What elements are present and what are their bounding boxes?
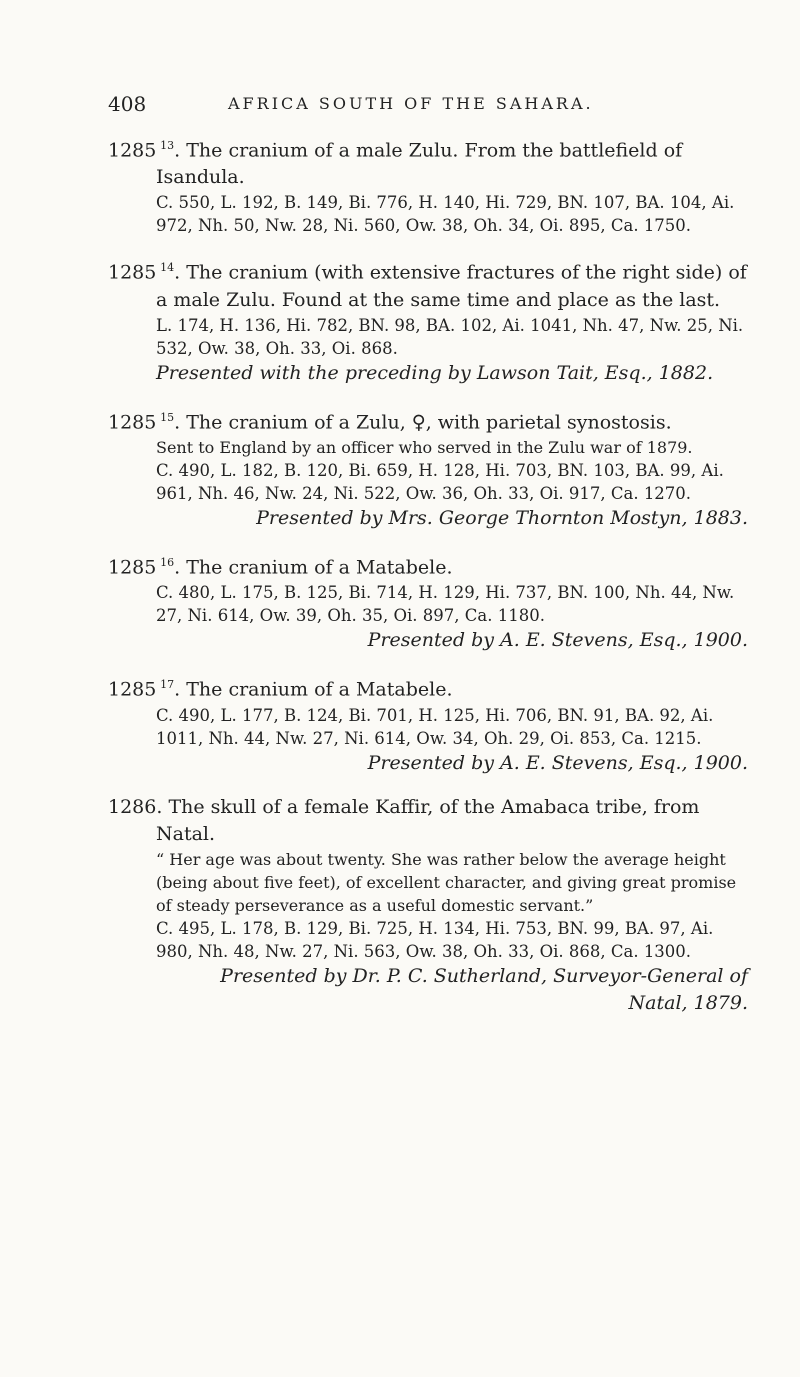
running-header	[108, 92, 728, 116]
entry-number: 1286	[108, 795, 157, 818]
entry-number: 1285	[108, 261, 157, 284]
entry-title: 1285 $^{15}$. The cranium of a Zulu, ♀, with parietal synostosis.	[108, 410, 672, 433]
catalogue-entry	[108, 794, 748, 1017]
entry-presented-by: Presented with the preceding by Lawson Tait, Esq., 1882.	[156, 361, 714, 384]
entry-presented-by: Presented by Mrs. George Thornton Mostyn, 1883.	[256, 506, 748, 529]
entry-title: 1285 $^{14}$. The cranium (with extensive fractures of the right side) of a male Zulu. Found at the same time and place as the last.	[108, 261, 747, 311]
page-number: 408	[108, 92, 147, 116]
entry-note: “ Her age was about twenty. She was rather below the average height (being about five feet), of excellent character, and giving great promise of steady perseverance as a useful domestic servant.”	[156, 849, 737, 915]
catalogue-entry	[108, 254, 748, 386]
entry-presented-by: Presented by A. E. Stevens, Esq., 1900.	[367, 751, 748, 774]
entry-measurements: C. 480, L. 175, B. 125, Bi. 714, H. 129, Hi. 737, BN. 100, Nh. 44, Nw. 27, Ni. 614, Ow. 39, Oh. 35, Oi. 897, Ca. 1180.	[156, 583, 735, 626]
entry-measurements: C. 495, L. 178, B. 129, Bi. 725, H. 134, Hi. 753, BN. 99, BA. 97, Ai. 980, Nh. 48, Nw. 27, Ni. 563, Ow. 38, Oh. 33, Oi. 868, Ca. 1300.	[156, 918, 714, 961]
entry-title: 1285 $^{13}$. The cranium of a male Zulu. From the battlefield of Isandula.	[108, 139, 683, 189]
entry-title: 1285 $^{17}$. The cranium of a Matabele.	[108, 678, 453, 701]
entry-sub-number: 15	[160, 410, 175, 424]
entry-measurements: L. 174, H. 136, Hi. 782, BN. 98, BA. 102, Ai. 1041, Nh. 47, Nw. 25, Ni. 532, Ow. 38, Oh. 33, Oi. 868.	[156, 315, 744, 358]
entry-number: 1285	[108, 556, 157, 579]
catalogue-entries	[108, 132, 748, 1034]
entry-measurements: C. 490, L. 182, B. 120, Bi. 659, H. 128, Hi. 703, BN. 103, BA. 99, Ai. 961, Nh. 46, Nw. 24, Ni. 522, Ow. 36, Oh. 33, Oi. 917, Ca. 1270.	[156, 460, 724, 503]
running-title: AFRICA SOUTH OF THE SAHARA.	[228, 94, 594, 113]
entry-description: The cranium of a Zulu, ♀, with parietal synostosis.	[186, 410, 672, 433]
entry-sub-number: 16	[160, 555, 175, 569]
entry-description: The skull of a female Kaffir, of the Amabaca tribe, from Natal.	[156, 795, 700, 845]
catalogue-entry	[108, 549, 748, 654]
catalogue-entry	[108, 132, 748, 237]
catalogue-entry	[108, 671, 748, 776]
entry-title: 1285 $^{16}$. The cranium of a Matabele.	[108, 555, 453, 579]
entry-note: Sent to England by an officer who served in the Zulu war of 1879.	[156, 437, 693, 457]
entry-description: The cranium of a Matabele.	[186, 556, 453, 579]
entry-number: 1285	[108, 410, 157, 433]
entry-number: 1285	[108, 678, 157, 701]
entry-sub-number: 13	[160, 139, 175, 152]
entry-description: The cranium of a Matabele.	[186, 678, 453, 701]
entry-sub-number: 14	[160, 261, 175, 275]
entry-sub-number: 17	[160, 678, 175, 692]
entry-presented-by: Presented by Dr. P. C. Sutherland, Surveyor-General of Natal, 1879.	[220, 964, 748, 1014]
catalogue-entry	[108, 404, 748, 532]
entry-number: 1285	[108, 139, 157, 162]
entry-title: 1286. The skull of a female Kaffir, of the Amabaca tribe, from Natal.	[108, 795, 700, 845]
entry-measurements: C. 550, L. 192, B. 149, Bi. 776, H. 140, Hi. 729, BN. 107, BA. 104, Ai. 972, Nh. 50, Nw. 28, Ni. 560, Ow. 38, Oh. 34, Oi. 895, Ca. 1750.	[156, 193, 735, 236]
entry-description: The cranium (with extensive fractures of the right side) of a male Zulu. Found at the same time and place as the last.	[156, 261, 747, 311]
entry-presented-by: Presented by A. E. Stevens, Esq., 1900.	[367, 629, 748, 652]
entry-description: The cranium of a male Zulu. From the battlefield of Isandula.	[156, 139, 683, 189]
entry-measurements: C. 490, L. 177, B. 124, Bi. 701, H. 125, Hi. 706, BN. 91, BA. 92, Ai. 1011, Nh. 44, Nw. 27, Ni. 614, Ow. 34, Oh. 29, Oi. 853, Ca. 1215.	[156, 705, 714, 748]
